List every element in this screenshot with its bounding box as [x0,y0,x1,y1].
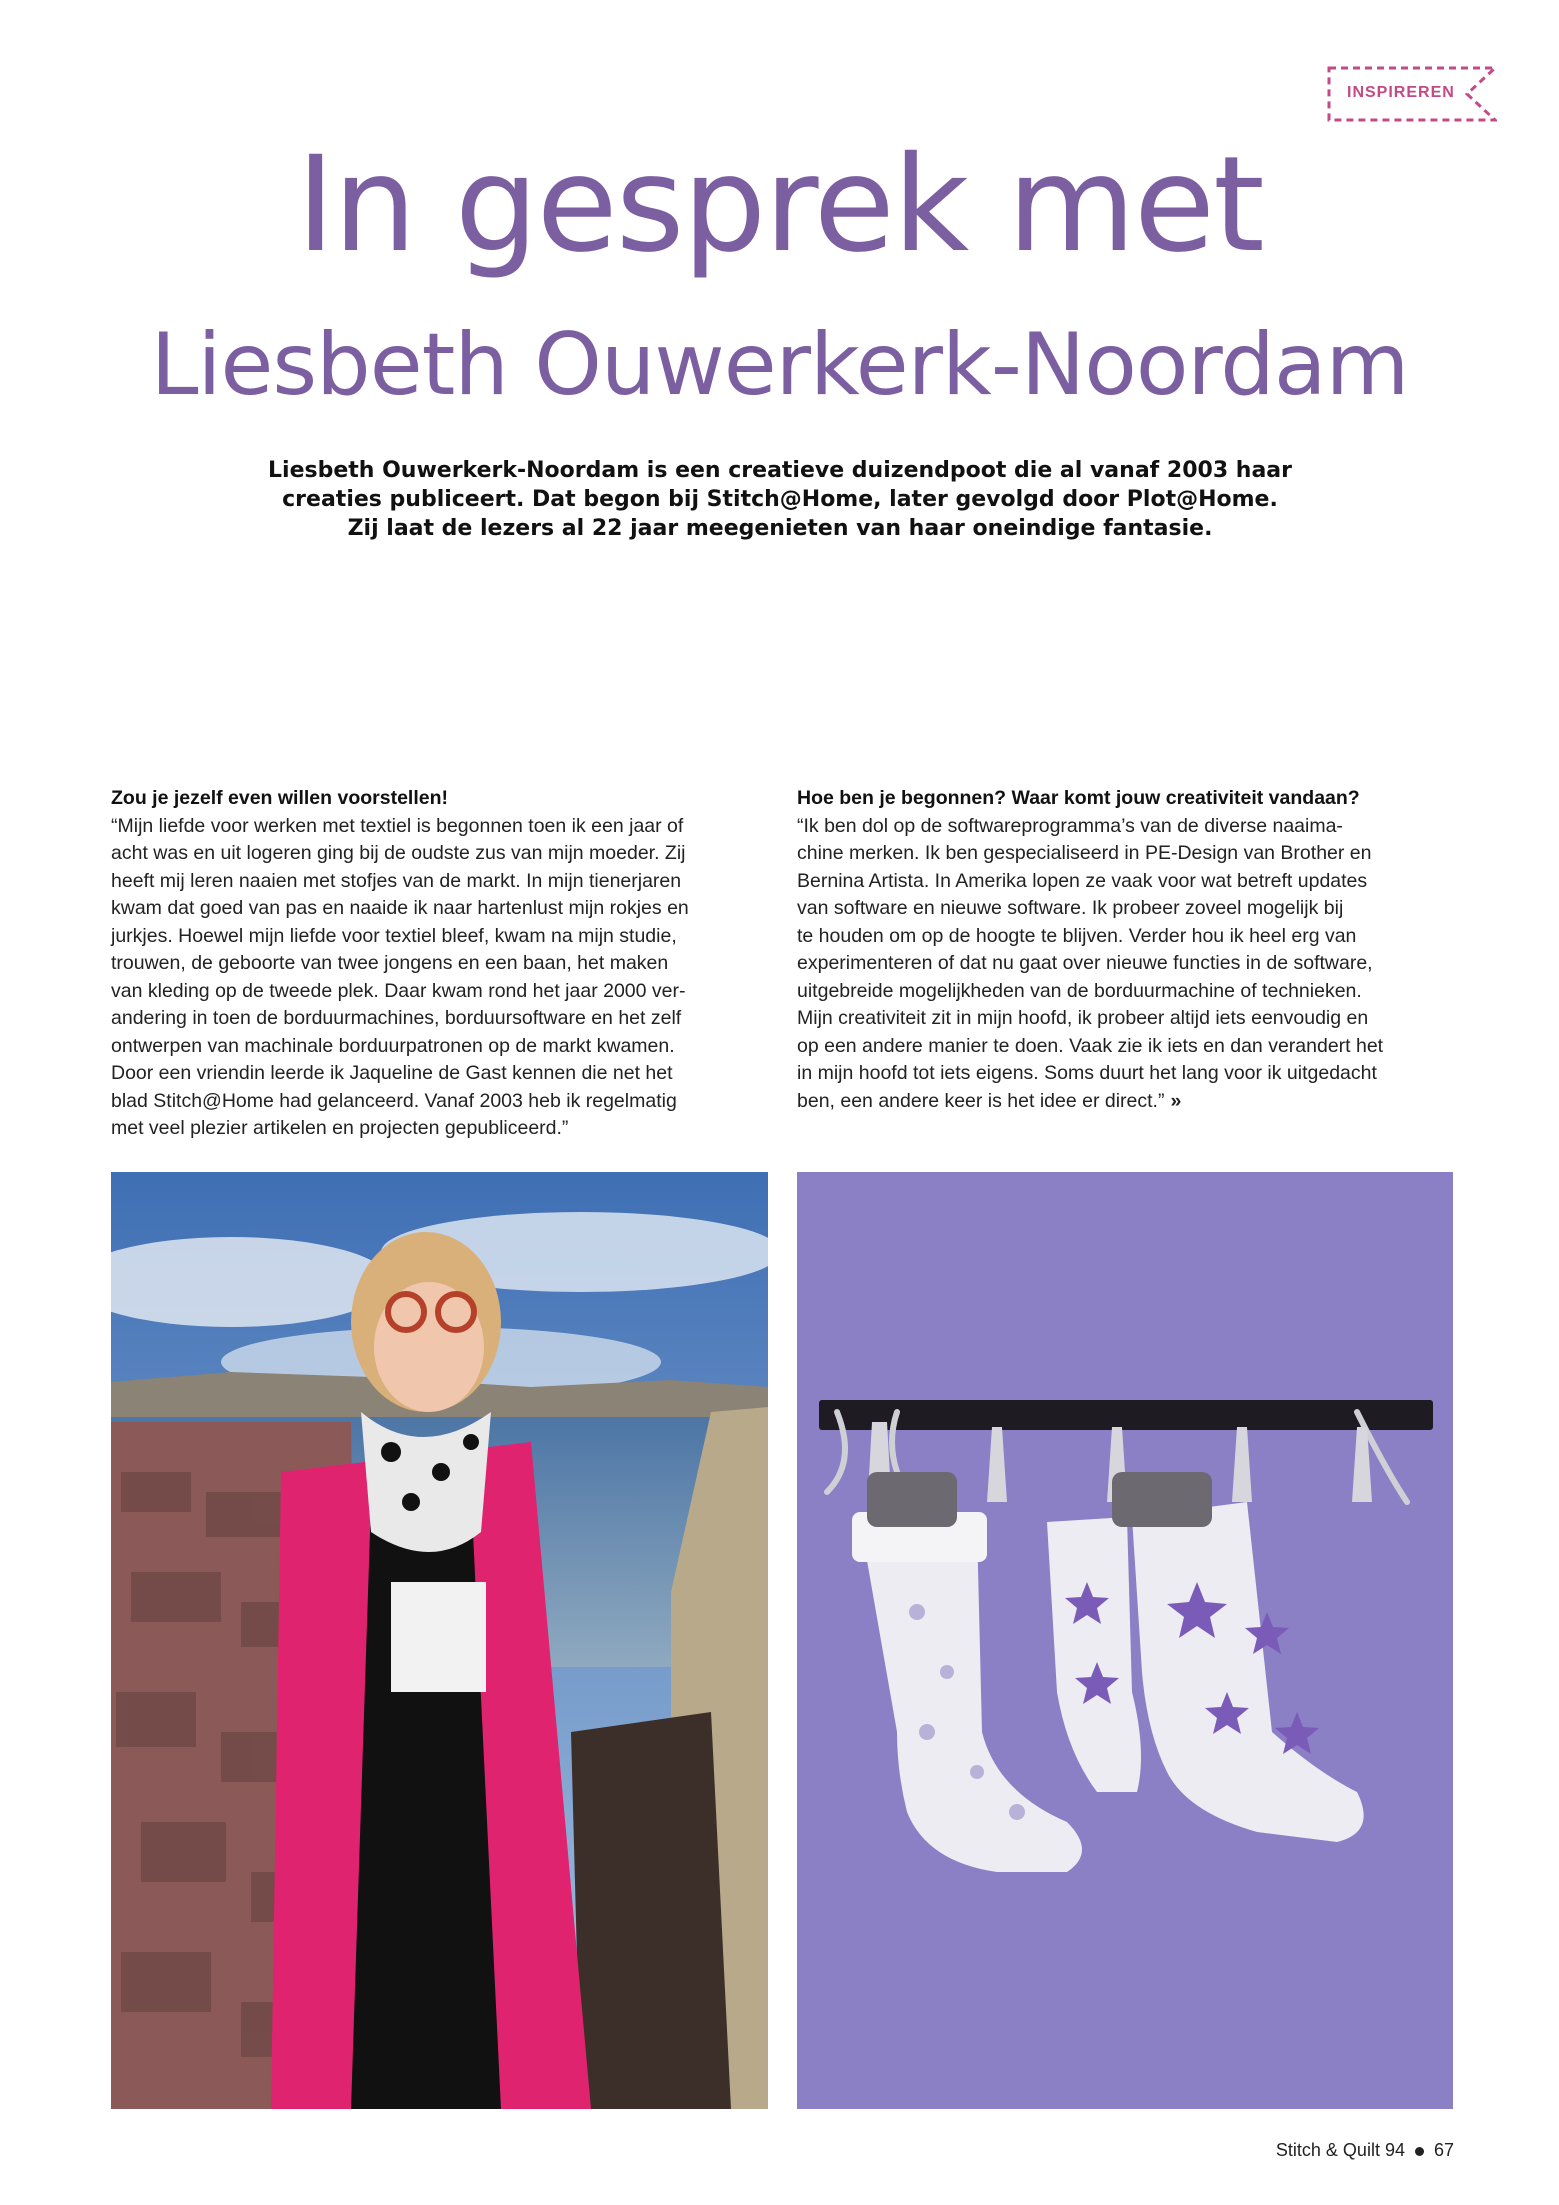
answer-line: van kleding op de tweede plek. Daar kwam rond het jaar 2000 ver- [111,979,686,1002]
answer-line: kwam dat goed van pas en naaide ik naar hartenlust mijn rokjes en [111,897,689,919]
answer-line: met veel plezier artikelen en projecten gepubliceerd.” [111,1117,569,1139]
answer-line: chine merken. Ik ben gespecialiseerd in PE-Design van Brother en [797,842,1372,864]
answer-line: acht was en uit logeren ging bij de oudste zus van mijn moeder. Zij [111,842,686,864]
answer-line: ontwerpen van machinale borduurpatronen op de markt kwamen. [111,1034,675,1057]
section-tag [1327,66,1497,122]
portrait-photo-illustration [111,1172,768,2109]
article-column-right [797,785,1462,1115]
intro-line: Zij laat de lezers al 22 jaar meegenieten van haar oneindige fantasie. [347,516,1213,541]
page-footer [1276,2140,1454,2161]
question-heading: Hoe ben je begonnen? Waar komt jouw creativiteit vandaan? [797,787,1360,809]
answer-line: “Mijn liefde voor werken met textiel is begonnen toen ik een jaar of [111,814,684,837]
page-number: 67 [1433,2140,1454,2160]
answer-line: jurkjes. Hoewel mijn liefde voor textiel bleef, kwam na mijn studie, [111,924,677,947]
answer-line: Mijn creativiteit zit in mijn hoofd, ik probeer altijd iets eenvoudig en [797,1007,1369,1029]
stockings-photo [797,1172,1453,2109]
answer-line: in mijn hoofd tot iets eigens. Soms duurt het lang voor ik uitgedacht [797,1062,1377,1084]
answer-line-text: ben, een andere keer is het idee er direct.” [797,1089,1165,1112]
intro-line: Liesbeth Ouwerkerk-Noordam is een creatieve duizendpoot die al vanaf 2003 haar [268,458,1292,483]
section-tag-label: INSPIREREN [1347,84,1455,101]
intro-line: creaties publiceert. Dat begon bij Stitch@Home, later gevolgd door Plot@Home. [282,487,1278,512]
portrait-photo [111,1172,768,2109]
bullet-icon [1415,2147,1424,2156]
continue-arrow-icon: » [1170,1089,1182,1112]
answer-line: blad Stitch@Home had gelanceerd. Vanaf 2003 heb ik regelmatig [111,1089,677,1112]
answer-line: op een andere manier te doen. Vaak zie ik iets en dan verandert het [797,1034,1384,1057]
intro-paragraph [230,456,1330,543]
answer-line: te houden om op de hoogte te blijven. Verder hou ik heel erg van [797,924,1357,947]
answer-line: “Ik ben dol op de softwareprogramma’s van de diverse naaima- [797,814,1343,837]
answer-line: trouwen, de geboorte van twee jongens en een baan, het maken [111,952,669,974]
answer-line: van software en nieuwe software. Ik probeer zoveel mogelijk bij [797,897,1344,919]
question-heading: Zou je jezelf even willen voorstellen! [111,787,449,809]
magazine-name: Stitch & Quilt 94 [1275,2140,1405,2160]
answer-line [797,1088,1462,1116]
answer-line: experimenteren of dat nu gaat over nieuwe functies in de software, [797,952,1373,974]
answer-line: andering in toen de borduurmachines, borduursoftware en het zelf [111,1007,682,1029]
answer-line: Bernina Artista. In Amerika lopen ze vaak voor wat betreft updates [797,869,1368,892]
page-title-line-1: In gesprek met [296,128,1263,282]
page-title-line-2: Liesbeth Ouwerkerk-Noordam [150,315,1409,415]
stockings-photo-illustration [797,1172,1453,2109]
answer-line: uitgebreide mogelijkheden van de borduurmachine of technieken. [797,979,1362,1002]
article-column-left [111,785,776,1143]
answer-line: heeft mij leren naaien met stofjes van de markt. In mijn tienerjaren [111,869,682,892]
answer-line: Door een vriendin leerde ik Jaqueline de Gast kennen die net het [111,1062,673,1084]
